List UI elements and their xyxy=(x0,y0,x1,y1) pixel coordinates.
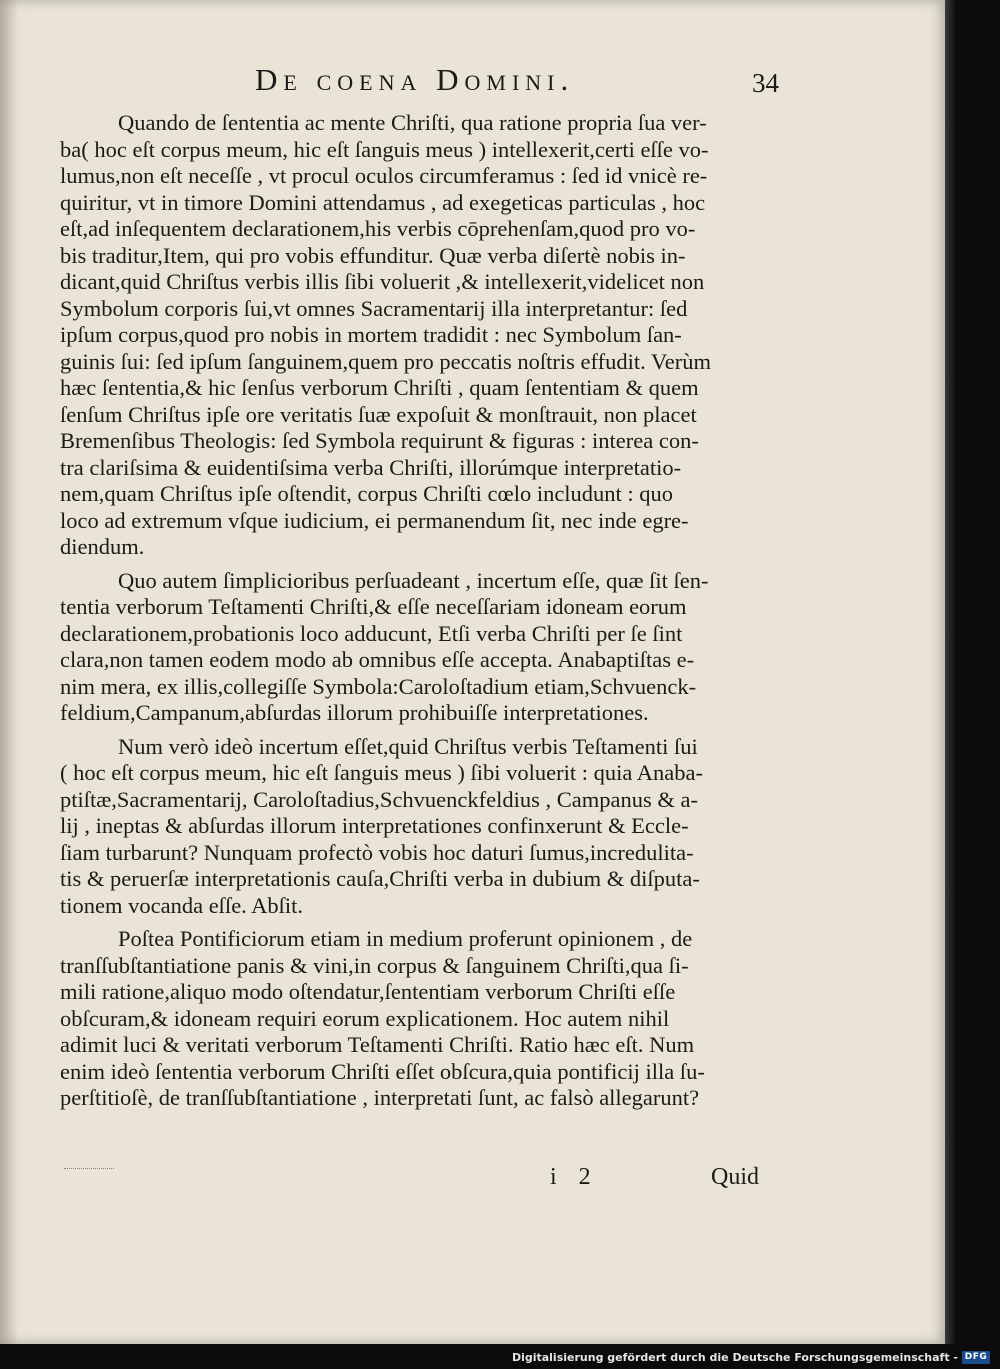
text-line: mili ratione,aliquo modo oſtendatur,ſententiam verborum Chriſti eſſe xyxy=(60,979,676,1004)
paragraph-gap xyxy=(60,919,776,926)
text-line: ( hoc eſt corpus meum, hic eſt ſanguis meus ) ſibi voluerit : quia Anaba- xyxy=(60,760,703,785)
text-line: Bremenſibus Theologis: ſed Symbola requirunt & figuras : interea con- xyxy=(60,428,699,453)
footer-credit xyxy=(512,1348,990,1366)
text-line: tentia verborum Teſtamenti Chriſti,& eſſe neceſſariam idoneam eorum xyxy=(60,594,687,619)
text-line: lumus,non eſt neceſſe , vt procul oculos circumferamus : ſed id vnicè re- xyxy=(60,163,708,188)
text-line: ba( hoc eſt corpus meum, hic eſt ſanguis meus ) intellexerit,certi eſſe vo- xyxy=(60,136,709,162)
text-line: declarationem,probationis loco adducunt, Etſi verba Chriſti per ſe ſint xyxy=(60,620,683,646)
text-line: tionem vocanda eſſe. Abſit. xyxy=(60,892,304,918)
dfg-logo-icon: DFG xyxy=(962,1351,990,1364)
text-line: guinis ſui: ſed ipſum ſanguinem,quem pro peccatis noſtris effudit. Verùm xyxy=(60,348,711,374)
text-line: perſtitioſè, de tranſſubſtantiatione , interpretati ſunt, ac falsò allegarunt? xyxy=(60,1085,700,1110)
text-line: loco ad extremum vſque iudicium, ei permanendum ſit, nec inde egre- xyxy=(60,507,689,533)
page-edge xyxy=(945,0,955,1344)
paragraph-gap xyxy=(60,727,776,734)
text-line: ſiam turbarunt? Nunquam profectò vobis hoc daturi ſumus,incredulita- xyxy=(60,839,694,865)
paragraph xyxy=(60,734,776,920)
text-line: Poſtea Pontificiorum etiam in medium proferunt opinionem , de xyxy=(118,926,693,951)
text-line: nem,quam Chriſtus ipſe oſtendit, corpus Chriſti cœlo includunt : quo xyxy=(60,481,674,506)
text-line: Num verò ideò incertum eſſet,quid Chriſtus verbis Teſtamenti ſui xyxy=(118,733,698,759)
text-line: Quo autem ſimplicioribus perſuadeant , incertum eſſe, quæ ſit ſen- xyxy=(118,567,709,593)
paragraph xyxy=(60,926,776,1112)
text-line: obſcuram,& idoneam requiri eorum explicationem. Hoc autem nihil xyxy=(60,1005,670,1031)
text-line: nim mera, ex illis,collegiſſe Symbola:Caroloſtadium etiam,Schvuenck- xyxy=(60,673,697,699)
text-line: tra clariſsima & euidentiſsima verba Chriſti, illorúmque interpretatio- xyxy=(60,454,682,480)
paragraph xyxy=(60,568,776,727)
text-line: ptiſtæ,Sacramentarij, Caroloſtadius,Schvuenckfeldius , Campanus & a- xyxy=(60,786,698,812)
paragraph-gap xyxy=(60,561,776,568)
running-title: De coena Domini. xyxy=(255,62,575,97)
text-line: bis traditur,Item, qui pro vobis effunditur. Quæ verba diſertè nobis in- xyxy=(60,242,686,268)
text-line: adimit luci & veritati verborum Teſtamenti Chriſti. Ratio hæc eſt. Num xyxy=(60,1032,695,1057)
signature-mark: i 2 xyxy=(550,1164,599,1190)
text-line: dicant,quid Chriſtus verbis illis ſibi voluerit ,& intellexerit,videlicet non xyxy=(60,269,705,294)
text-line: tranſſubſtantiatione panis & vini,in corpus & ſanguinem Chriſti,qua ſi- xyxy=(60,952,689,978)
paragraph xyxy=(60,110,776,561)
running-head xyxy=(0,62,945,108)
text-line: ipſum corpus,quod pro nobis in mortem tradidit : nec Symbolum ſan- xyxy=(60,322,682,347)
text-line: enim ideò ſententia verborum Chriſti eſſet obſcura,quia pontificij illa ſu- xyxy=(60,1058,705,1084)
catchline xyxy=(60,1162,776,1196)
text-line: eſt,ad inſequentem declarationem,his verbis cōprehenſam,quod pro vo- xyxy=(60,216,696,241)
text-line: hæc ſententia,& hic ſenſus verborum Chriſti , quam ſententiam & quem xyxy=(60,375,699,400)
text-line: Quando de ſententia ac mente Chriſti, qua ratione propria ſua ver- xyxy=(118,110,707,135)
text-line: diendum. xyxy=(60,534,145,559)
text-line: quiritur, vt in timore Domini attendamus , ad exegeticas particulas , hoc xyxy=(60,189,706,215)
body-text xyxy=(60,110,776,1112)
catchword: Quid xyxy=(711,1164,759,1190)
text-line: tis & peruerſæ interpretationis cauſa,Chriſti verba in dubium & diſputa- xyxy=(60,866,700,891)
text-line: clara,non tamen eodem modo ab omnibus eſſe accepta. Anabaptiſtas e- xyxy=(60,647,695,672)
text-line: Symbolum corporis ſui,vt omnes Sacramentarij illa interpretantur: ſed xyxy=(60,295,688,321)
text-line: feldium,Campanum,abſurdas illorum prohibuiſſe interpretationes. xyxy=(60,700,649,725)
page-number: 34 xyxy=(752,68,779,98)
text-line: ſenſum Chriſtus ipſe ore veritatis ſuæ expoſuit & monſtrauit, non placet xyxy=(60,401,697,427)
credit-text: Digitalisierung gefördert durch die Deutsche Forschungsgemeinschaft - xyxy=(511,1350,958,1364)
text-line: lij , ineptas & abſurdas illorum interpretationes confinxerunt & Eccle- xyxy=(60,813,689,838)
